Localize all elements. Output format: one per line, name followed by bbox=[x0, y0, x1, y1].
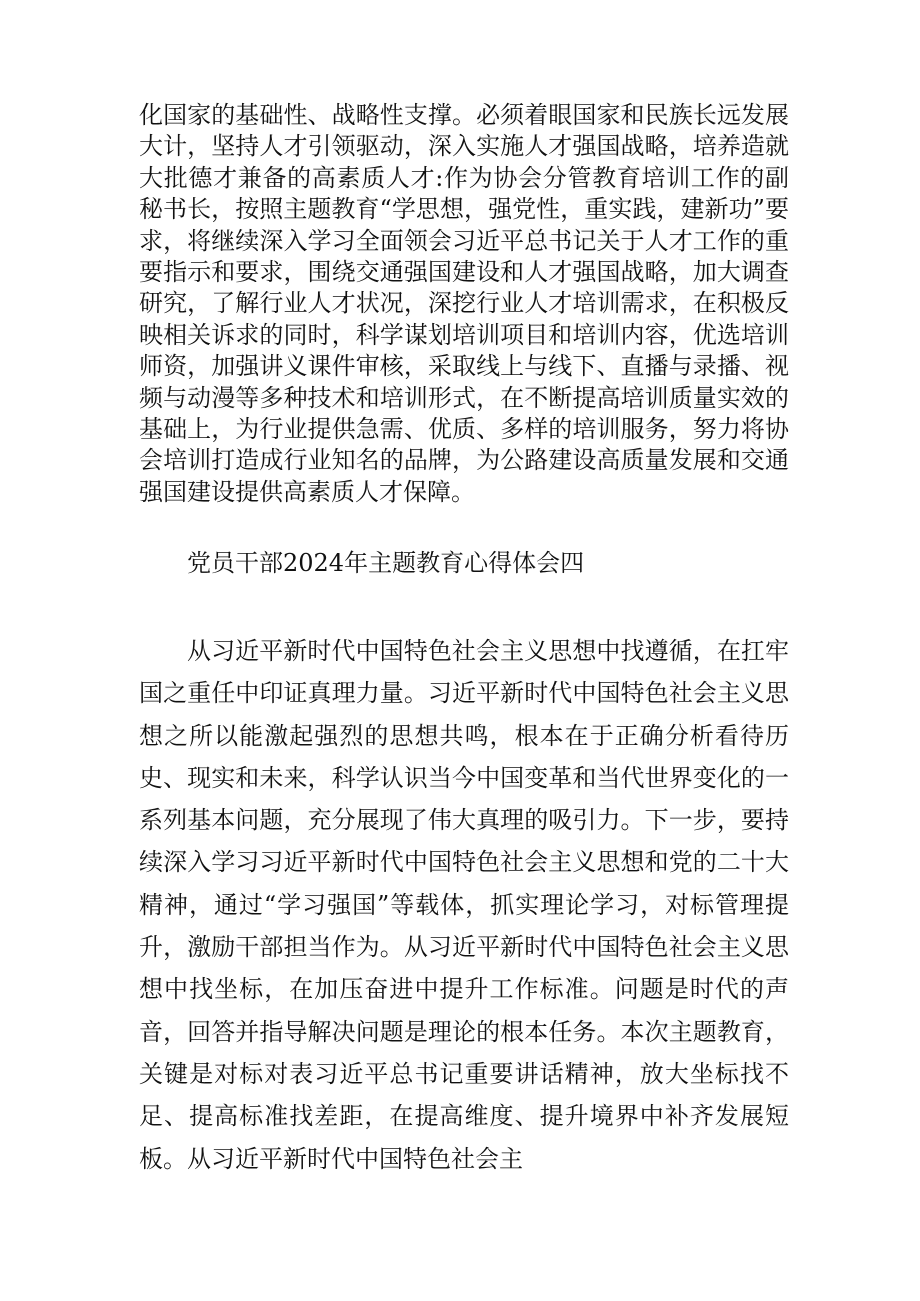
continued-paragraph: 化国家的基础性、战略性支撑。必须着眼国家和民族长远发展大计，坚持人才引领驱动，深入实施人才强国战略，培养造就大批德才兼备的高素质人才:作为协会分管教育培训工作的副秘书长，按照主题教育“学思想，强党性，重实践，建新功”要求，将继续深入学习全面领会习近平总书记关于人才工作的重要指示和要求，围绕交通强国建设和人才强国战略，加大调查研究，了解行业人才状况，深挖行业人才培训需求，在积极反映相关诉求的同时，科学谋划培训项目和培训内容，优选培训师资，加强讲义课件审核，采取线上与线下、直播与录播、视频与动漫等多种技术和培训形式，在不断提高培训质量实效的基础上，为行业提供急需、优质、多样的培训服务，努力将协会培训打造成行业知名的品牌，为公路建设高质量发展和交通强国建设提供高素质人才保障。 bbox=[139, 101, 789, 506]
section-paragraph: 从习近平新时代中国特色社会主义思想中找遵循，在扛牢国之重任中印证真理力量。习近平新时代中国特色社会主义思想之所以能激起强烈的思想共鸣，根本在于正确分析看待历史、现实和未来，科学认识当今中国变革和当代世界变化的一系列基本问题，充分展现了伟大真理的吸引力。下一步，要持续深入学习习近平新时代中国特色社会主义思想和党的二十大精神，通过“学习强国”等载体，抓实理论学习，对标管理提升，激励干部担当作为。从习近平新时代中国特色社会主义思想中找坐标，在加压奋进中提升工作标准。问题是时代的声音，回答并指导解决问题是理论的根本任务。本次主题教育，关键是对标对表习近平总书记重要讲话精神，放大坐标找不足、提高标准找差距，在提高维度、提升境界中补齐发展短板。从习近平新时代中国特色社会主 bbox=[139, 637, 789, 1173]
section-heading: 党员干部2024年主题教育心得体会四 bbox=[187, 549, 585, 577]
